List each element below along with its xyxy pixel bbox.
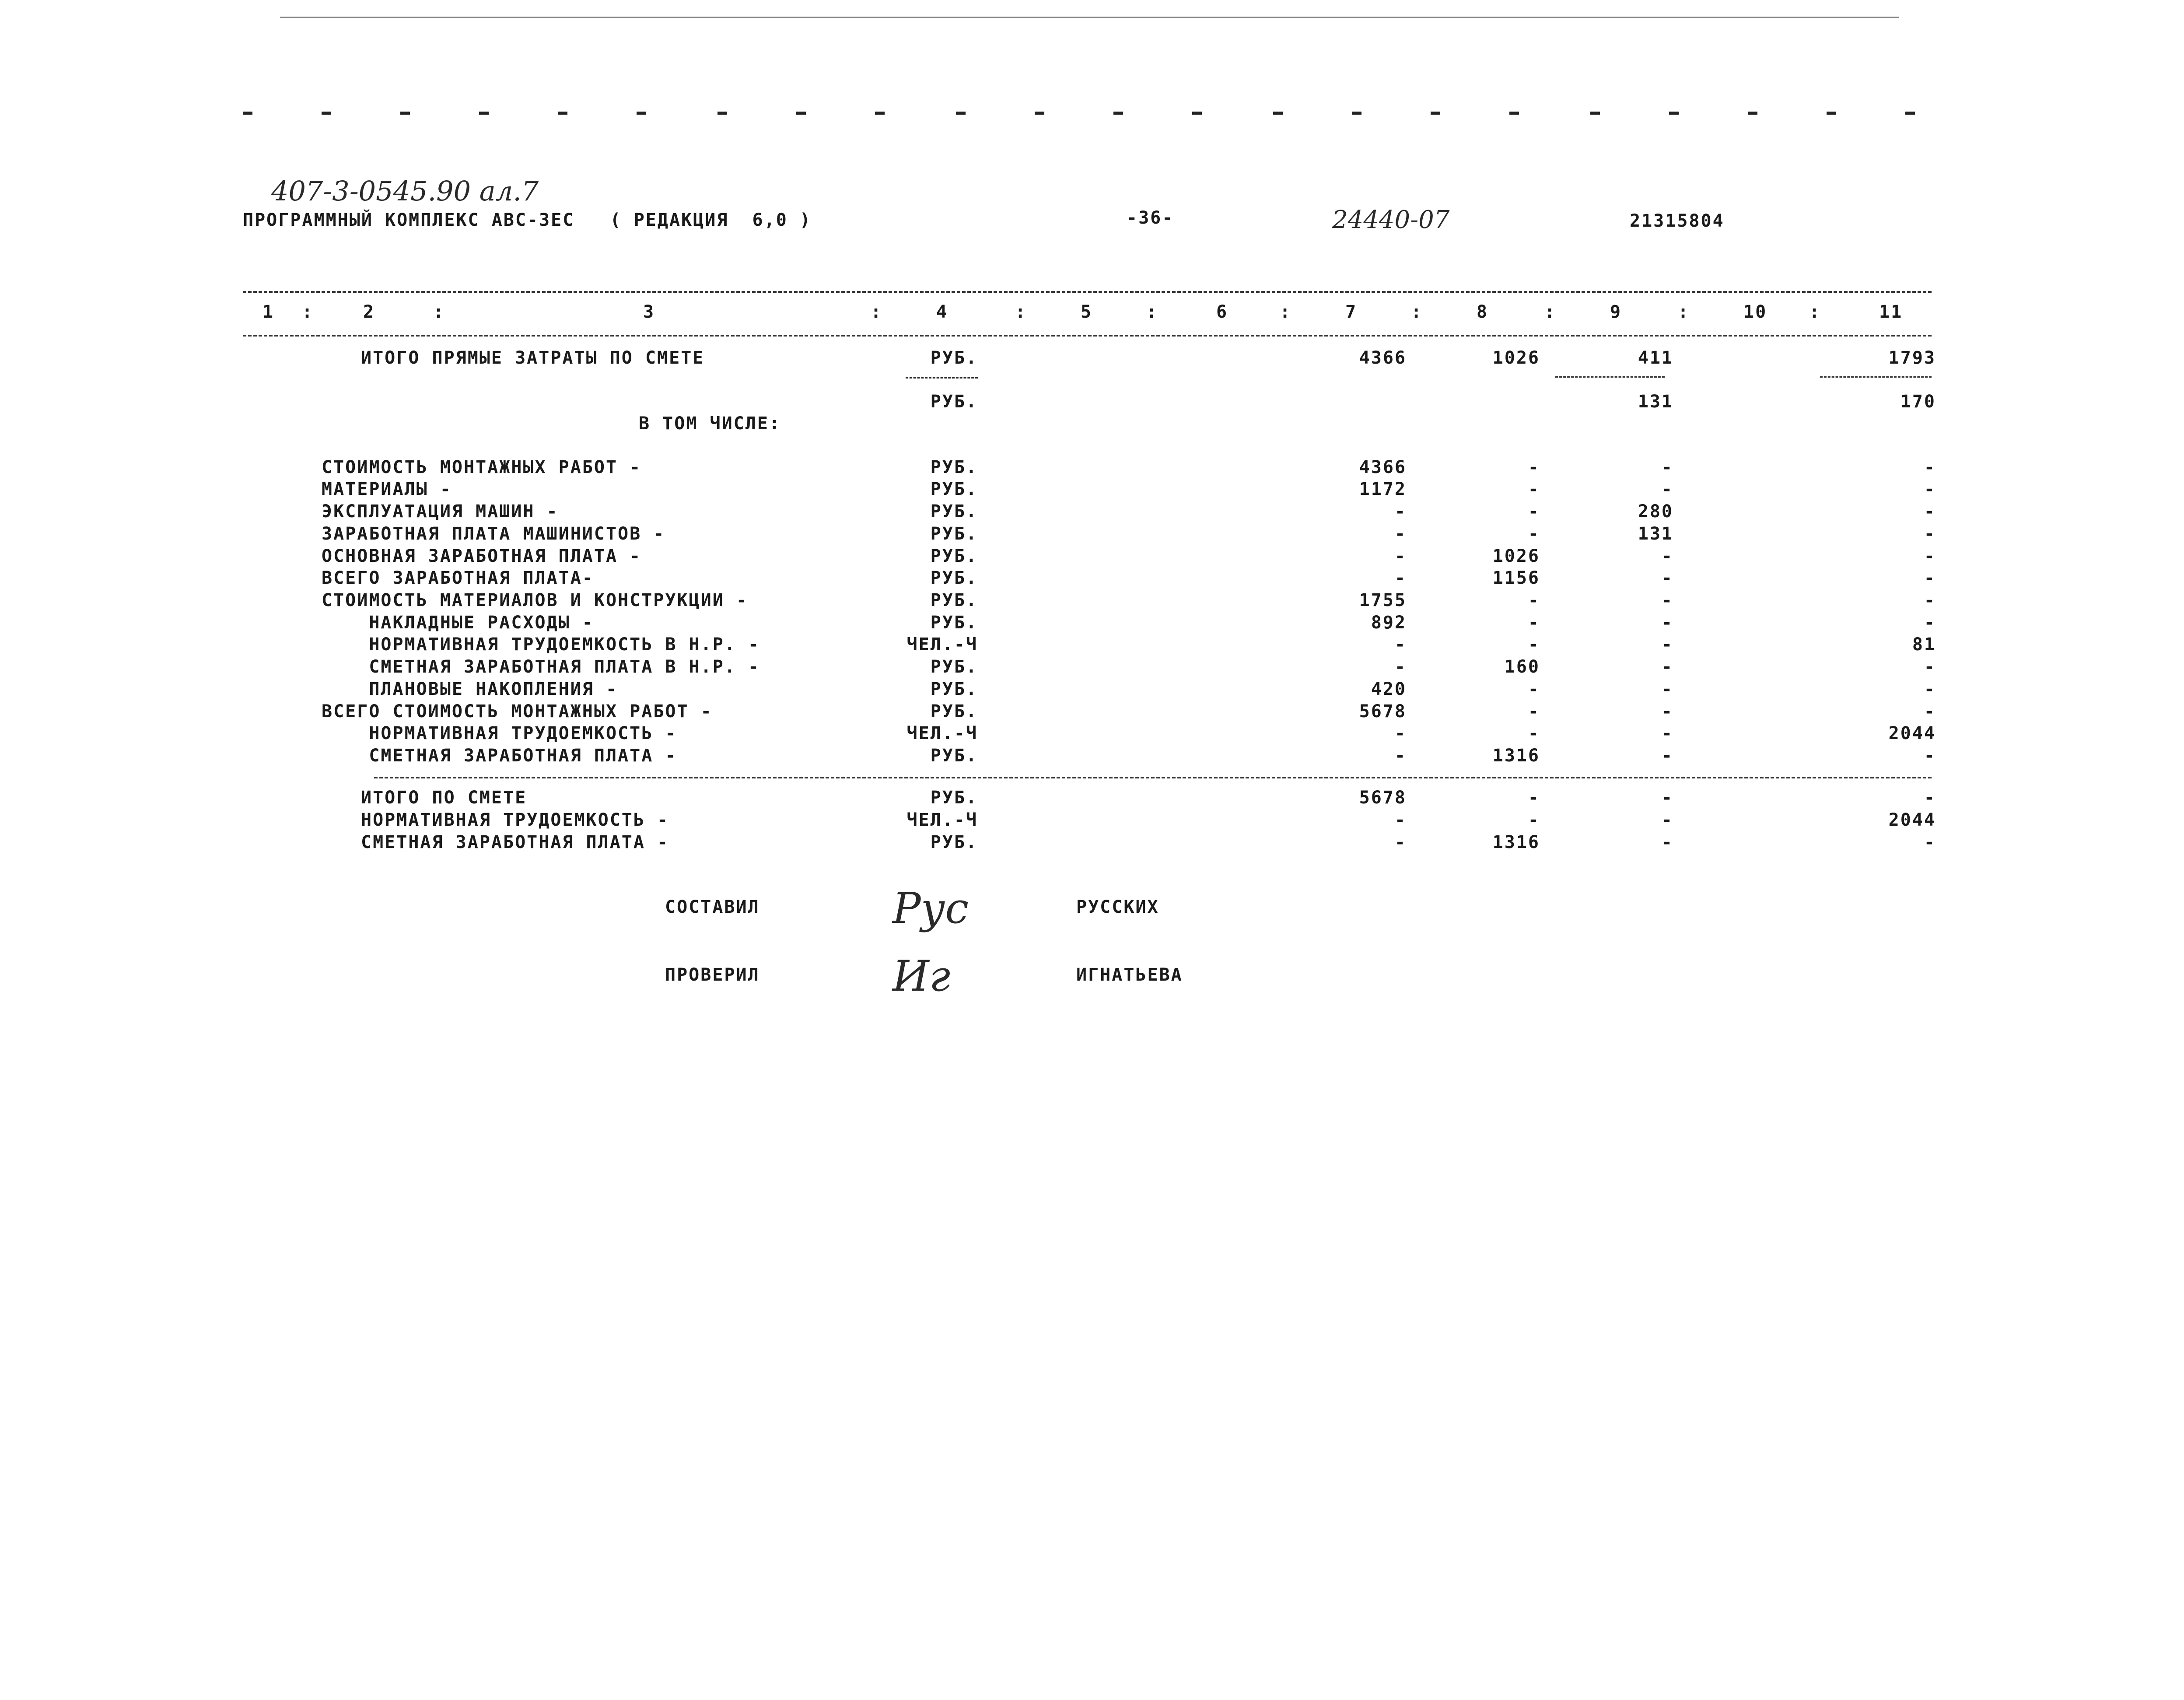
printer-dash bbox=[956, 112, 966, 115]
row-unit: РУБ. bbox=[930, 832, 978, 852]
row-col9: - bbox=[1661, 590, 1673, 610]
row-col7: 4366 bbox=[1359, 457, 1407, 477]
column-separator: : bbox=[1809, 302, 1821, 322]
row-name: СМЕТНАЯ ЗАРАБОТНАЯ ПЛАТА - bbox=[322, 746, 677, 766]
printer-dash bbox=[1827, 112, 1836, 115]
composed-signature: Рус bbox=[892, 884, 969, 933]
column-separator: : bbox=[1015, 302, 1027, 322]
checked-name: ИГНАТЬЕВА bbox=[1076, 965, 1183, 985]
row-unit: РУБ. bbox=[930, 479, 978, 499]
row-col11: - bbox=[1924, 501, 1936, 522]
row-col11: 2044 bbox=[1888, 810, 1936, 830]
column-separator: : bbox=[302, 302, 314, 322]
row-unit: ЧЕЛ.-Ч bbox=[906, 810, 978, 830]
row-col7: 5678 bbox=[1359, 788, 1407, 808]
printer-dash bbox=[1509, 112, 1519, 115]
row-col9: - bbox=[1661, 568, 1673, 588]
column-header: 2 bbox=[363, 302, 375, 322]
printer-dash bbox=[1352, 112, 1362, 115]
row-col8: - bbox=[1528, 810, 1540, 830]
row-col7: 420 bbox=[1371, 679, 1407, 699]
printer-dash bbox=[718, 112, 727, 115]
printer-dash bbox=[322, 112, 331, 115]
row-col11: - bbox=[1924, 479, 1936, 499]
row-col7: - bbox=[1394, 657, 1407, 677]
row-col9: - bbox=[1661, 832, 1673, 852]
row-name: ВСЕГО СТОИМОСТЬ МОНТАЖНЫХ РАБОТ - bbox=[322, 701, 713, 722]
row-col9: 411 bbox=[1638, 348, 1673, 368]
row-col7: 1172 bbox=[1359, 479, 1407, 499]
column-separator: : bbox=[871, 302, 883, 322]
row-unit: РУБ. bbox=[930, 746, 978, 766]
printer-dash bbox=[1273, 112, 1283, 115]
row-col11: 1793 bbox=[1888, 348, 1936, 368]
row-name: СМЕТНАЯ ЗАРАБОТНАЯ ПЛАТА - bbox=[361, 832, 669, 852]
row-unit: РУБ. bbox=[930, 701, 978, 722]
row-col8: 1026 bbox=[1492, 546, 1540, 566]
checked-signature: Иг bbox=[892, 952, 951, 1001]
row-col8: 1316 bbox=[1492, 832, 1540, 852]
row-col8: - bbox=[1528, 679, 1540, 699]
checked-label: ПРОВЕРИЛ bbox=[665, 965, 760, 985]
row-name: МАТЕРИАЛЫ - bbox=[322, 479, 452, 499]
page-number: -36- bbox=[1127, 208, 1174, 228]
row-name: СМЕТНАЯ ЗАРАБОТНАЯ ПЛАТА В Н.Р. - bbox=[322, 657, 760, 677]
row-name: ПЛАНОВЫЕ НАКОПЛЕНИЯ - bbox=[322, 679, 618, 699]
row-name: СТОИМОСТЬ МАТЕРИАЛОВ И КОНСТРУКЦИИ - bbox=[322, 590, 748, 610]
row-col11: - bbox=[1924, 568, 1936, 588]
sub-rule-unit bbox=[906, 377, 978, 379]
row-name: ВСЕГО ЗАРАБОТНАЯ ПЛАТА- bbox=[322, 568, 594, 588]
row-unit: РУБ. bbox=[930, 457, 978, 477]
row-unit: РУБ. bbox=[930, 788, 978, 808]
printer-dash bbox=[1035, 112, 1044, 115]
column-header: 7 bbox=[1345, 302, 1358, 322]
row-col7: - bbox=[1394, 501, 1407, 522]
header-rule-bottom bbox=[243, 335, 1932, 336]
column-header: 1 bbox=[262, 302, 275, 322]
column-header: 11 bbox=[1879, 302, 1903, 322]
row-col8: - bbox=[1528, 788, 1540, 808]
row-col11: - bbox=[1924, 746, 1936, 766]
row-unit: РУБ. bbox=[930, 546, 978, 566]
row-col11: - bbox=[1924, 657, 1936, 677]
row-name: СТОИМОСТЬ МОНТАЖНЫХ РАБОТ - bbox=[322, 457, 642, 477]
column-header: 4 bbox=[936, 302, 948, 322]
column-separator: : bbox=[433, 302, 445, 322]
row-name: ИТОГО ПО СМЕТЕ bbox=[361, 788, 527, 808]
composed-label: СОСТАВИЛ bbox=[665, 897, 760, 917]
row-col7: - bbox=[1394, 746, 1407, 766]
printer-dash bbox=[1192, 112, 1202, 115]
row-unit: ЧЕЛ.-Ч bbox=[906, 723, 978, 743]
sub-rule-c9 bbox=[1555, 376, 1665, 378]
row-col7: 892 bbox=[1371, 613, 1407, 633]
row-name: ЭКСПЛУАТАЦИЯ МАШИН - bbox=[322, 501, 559, 522]
row-col9: 280 bbox=[1638, 501, 1673, 522]
row-col9: 131 bbox=[1638, 392, 1673, 412]
printer-dash bbox=[1431, 112, 1440, 115]
printer-dash bbox=[1590, 112, 1600, 115]
row-col9: - bbox=[1661, 457, 1673, 477]
row-col9: - bbox=[1661, 546, 1673, 566]
row-col8: 1156 bbox=[1492, 568, 1540, 588]
row-col7: - bbox=[1394, 568, 1407, 588]
row-unit: РУБ. bbox=[930, 679, 978, 699]
row-col7: - bbox=[1394, 832, 1407, 852]
row-col11: - bbox=[1924, 679, 1936, 699]
row-col9: - bbox=[1661, 479, 1673, 499]
row-col8: - bbox=[1528, 501, 1540, 522]
column-separator: : bbox=[1678, 302, 1690, 322]
program-title: ПРОГРАММНЫЙ КОМПЛЕКС АВС-3ЕС ( РЕДАКЦИЯ 6,0 ) bbox=[243, 210, 812, 230]
row-col8: - bbox=[1528, 457, 1540, 477]
row-col11: - bbox=[1924, 701, 1936, 722]
printer-dash bbox=[1113, 112, 1123, 115]
row-col8: - bbox=[1528, 701, 1540, 722]
printer-dash bbox=[796, 112, 806, 115]
row-col11: - bbox=[1924, 546, 1936, 566]
printer-dash bbox=[1669, 112, 1679, 115]
row-unit: РУБ. bbox=[930, 392, 978, 412]
row-col8: - bbox=[1528, 590, 1540, 610]
row-col11: - bbox=[1924, 590, 1936, 610]
row-name: НОРМАТИВНАЯ ТРУДОЕМКОСТЬ - bbox=[361, 810, 669, 830]
row-col8: 1026 bbox=[1492, 348, 1540, 368]
header-rule-top bbox=[243, 291, 1932, 293]
row-col7: - bbox=[1394, 546, 1407, 566]
row-col7: - bbox=[1394, 810, 1407, 830]
column-separator: : bbox=[1411, 302, 1423, 322]
row-col9: - bbox=[1661, 679, 1673, 699]
row-col9: - bbox=[1661, 746, 1673, 766]
column-separator: : bbox=[1544, 302, 1557, 322]
row-name: ИТОГО ПРЯМЫЕ ЗАТРАТЫ ПО СМЕТЕ bbox=[361, 348, 705, 368]
printer-dash bbox=[875, 112, 885, 115]
printer-dash bbox=[479, 112, 489, 115]
row-unit: РУБ. bbox=[930, 613, 978, 633]
row-col11: - bbox=[1924, 524, 1936, 544]
row-col11: - bbox=[1924, 613, 1936, 633]
composed-name: РУССКИХ bbox=[1076, 897, 1159, 917]
column-header: 9 bbox=[1610, 302, 1622, 322]
row-col8: - bbox=[1528, 723, 1540, 743]
row-col8: - bbox=[1528, 634, 1540, 655]
column-separator: : bbox=[1146, 302, 1158, 322]
doc-number: 21315804 bbox=[1630, 211, 1725, 231]
printer-dash bbox=[400, 112, 410, 115]
total-rule bbox=[374, 777, 1932, 778]
printer-dash bbox=[637, 112, 646, 115]
printer-dash bbox=[1905, 112, 1915, 115]
row-col9: - bbox=[1661, 788, 1673, 808]
column-separator: : bbox=[1280, 302, 1292, 322]
printer-dash bbox=[1748, 112, 1757, 115]
row-name: НАКЛАДНЫЕ РАСХОДЫ - bbox=[322, 613, 594, 633]
printer-dash bbox=[243, 112, 252, 115]
row-unit: РУБ. bbox=[930, 590, 978, 610]
row-col8: - bbox=[1528, 524, 1540, 544]
row-col8: 1316 bbox=[1492, 746, 1540, 766]
sub-rule-c11 bbox=[1820, 376, 1932, 378]
row-col9: - bbox=[1661, 613, 1673, 633]
row-col8: - bbox=[1528, 613, 1540, 633]
row-col11: 2044 bbox=[1888, 723, 1936, 743]
row-col11: - bbox=[1924, 832, 1936, 852]
column-header: 3 bbox=[643, 302, 655, 322]
row-col9: 131 bbox=[1638, 524, 1673, 544]
row-col9: - bbox=[1661, 810, 1673, 830]
row-col7: - bbox=[1394, 524, 1407, 544]
column-header: 10 bbox=[1743, 302, 1768, 322]
row-unit: РУБ. bbox=[930, 524, 978, 544]
doc-code: 24440-07 bbox=[1332, 206, 1450, 234]
column-header: 5 bbox=[1081, 302, 1093, 322]
row-col11: - bbox=[1924, 788, 1936, 808]
row-unit: ЧЕЛ.-Ч bbox=[906, 634, 978, 655]
row-col11: 81 bbox=[1912, 634, 1936, 655]
row-col9: - bbox=[1661, 723, 1673, 743]
handwritten-code: 407-3-0545.90 ал.7 bbox=[271, 175, 539, 207]
row-name: В ТОМ ЧИСЛЕ: bbox=[639, 414, 781, 434]
row-col9: - bbox=[1661, 657, 1673, 677]
row-col11: - bbox=[1924, 457, 1936, 477]
row-col9: - bbox=[1661, 634, 1673, 655]
top-rule bbox=[280, 17, 1899, 18]
row-col7: 4366 bbox=[1359, 348, 1407, 368]
row-unit: РУБ. bbox=[930, 657, 978, 677]
row-name: ЗАРАБОТНАЯ ПЛАТА МАШИНИСТОВ - bbox=[322, 524, 665, 544]
row-col11: 170 bbox=[1900, 392, 1936, 412]
row-col7: - bbox=[1394, 634, 1407, 655]
row-col8: - bbox=[1528, 479, 1540, 499]
row-name: НОРМАТИВНАЯ ТРУДОЕМКОСТЬ В Н.Р. - bbox=[322, 634, 760, 655]
column-header: 8 bbox=[1477, 302, 1489, 322]
row-col7: - bbox=[1394, 723, 1407, 743]
row-name: ОСНОВНАЯ ЗАРАБОТНАЯ ПЛАТА - bbox=[322, 546, 642, 566]
printer-dash bbox=[558, 112, 567, 115]
row-col8: 160 bbox=[1504, 657, 1540, 677]
row-unit: РУБ. bbox=[930, 568, 978, 588]
row-col7: 1755 bbox=[1359, 590, 1407, 610]
row-col9: - bbox=[1661, 701, 1673, 722]
row-unit: РУБ. bbox=[930, 348, 978, 368]
row-unit: РУБ. bbox=[930, 501, 978, 522]
column-header: 6 bbox=[1216, 302, 1228, 322]
row-col7: 5678 bbox=[1359, 701, 1407, 722]
row-name: НОРМАТИВНАЯ ТРУДОЕМКОСТЬ - bbox=[322, 723, 677, 743]
